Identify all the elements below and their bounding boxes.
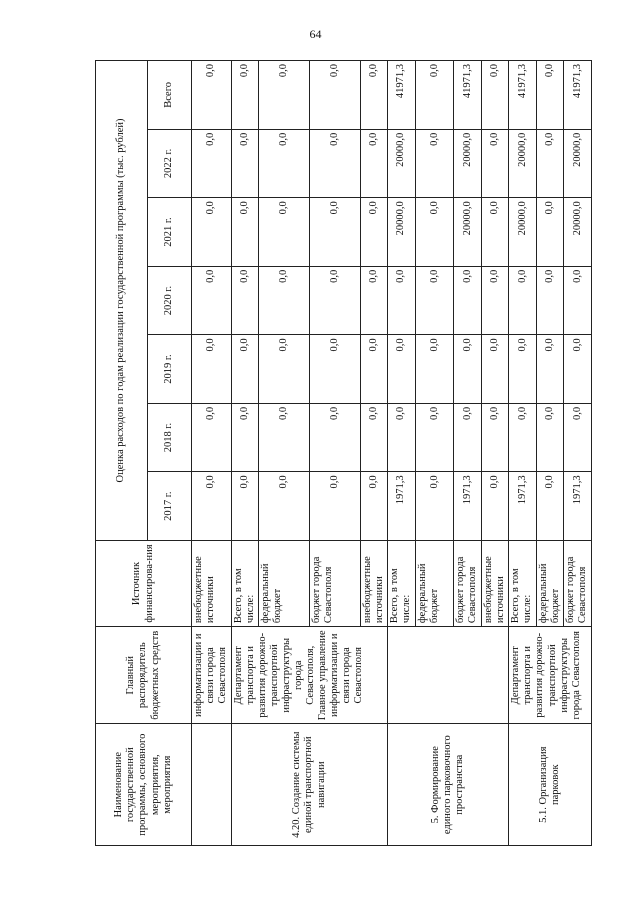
row-total: 0,0 [481, 61, 509, 130]
row-value: 0,0 [388, 335, 416, 404]
row-value: 20000,0 [454, 129, 482, 198]
row-total: 0,0 [310, 61, 361, 130]
row-value: 0,0 [536, 129, 564, 198]
row-value: 0,0 [454, 403, 482, 472]
header-year: 2022 г. [148, 129, 192, 198]
row-value: 0,0 [192, 335, 232, 404]
row-total: 0,0 [360, 61, 388, 130]
row-responsible [388, 627, 509, 724]
table-row [231, 61, 259, 846]
row-value: 0,0 [192, 403, 232, 472]
row-total: 0,0 [415, 61, 454, 130]
row-total: 41971,3 [509, 61, 537, 130]
row-total: 0,0 [231, 61, 259, 130]
row-value: 0,0 [360, 266, 388, 335]
row-source: Всего, в том числе: [509, 540, 537, 626]
header-year: 2018 г. [148, 403, 192, 472]
page-number: 64 [309, 27, 322, 41]
row-value: 0,0 [415, 129, 454, 198]
row-value: 0,0 [536, 472, 564, 541]
row-value: 0,0 [310, 403, 361, 472]
row-value: 0,0 [388, 266, 416, 335]
header-year: 2019 г. [148, 335, 192, 404]
header-responsible: Главный распорядитель бюджетных средств [96, 627, 192, 724]
row-value: 0,0 [310, 198, 361, 267]
row-responsible: Департамент транспорта и развития дорожно-транспортной инфраструктуры города Севастополя [509, 627, 592, 724]
row-value: 20000,0 [388, 198, 416, 267]
table-row [509, 61, 537, 846]
row-value: 0,0 [564, 403, 592, 472]
row-source: бюджет города Севастополя [310, 540, 361, 626]
row-responsible: информатизации и связи города Севастополя [192, 627, 232, 724]
row-total: 41971,3 [454, 61, 482, 130]
row-total: 0,0 [536, 61, 564, 130]
row-value: 20000,0 [454, 198, 482, 267]
row-name: 5.1. Организация парковок [509, 724, 592, 846]
row-source: федеральный бюджет [536, 540, 564, 626]
row-source: внебюджетные источники [360, 540, 388, 626]
row-value: 0,0 [481, 472, 509, 541]
row-value: 0,0 [360, 335, 388, 404]
row-value: 0,0 [259, 335, 310, 404]
row-value: 0,0 [360, 472, 388, 541]
row-total: 41971,3 [564, 61, 592, 130]
row-total: 41971,3 [388, 61, 416, 130]
financing-table [95, 60, 592, 846]
header-total: Всего [148, 61, 192, 130]
row-value: 0,0 [310, 335, 361, 404]
row-value: 20000,0 [509, 198, 537, 267]
row-value: 0,0 [454, 335, 482, 404]
row-value: 0,0 [259, 129, 310, 198]
row-value: 0,0 [564, 266, 592, 335]
row-value: 0,0 [536, 198, 564, 267]
row-value: 0,0 [481, 403, 509, 472]
row-value: 0,0 [231, 198, 259, 267]
row-value: 0,0 [259, 472, 310, 541]
row-source: Всего, в том числе: [231, 540, 259, 626]
header-year: 2021 г. [148, 198, 192, 267]
row-source: федеральный бюджет [259, 540, 310, 626]
row-value: 0,0 [415, 335, 454, 404]
row-total: 0,0 [259, 61, 310, 130]
row-source: Всего, в том числе: [388, 540, 416, 626]
row-source: внебюджетные источники [481, 540, 509, 626]
row-value: 0,0 [536, 403, 564, 472]
row-value: 0,0 [388, 403, 416, 472]
row-value: 0,0 [231, 472, 259, 541]
row-value: 0,0 [360, 198, 388, 267]
row-value: 0,0 [310, 129, 361, 198]
row-total: 0,0 [192, 61, 232, 130]
header-source: Источник финансирова-ния [96, 540, 192, 626]
row-value: 0,0 [415, 198, 454, 267]
row-value: 0,0 [415, 266, 454, 335]
row-value: 0,0 [231, 266, 259, 335]
row-value: 1971,3 [509, 472, 537, 541]
row-name [192, 724, 232, 846]
row-value: 0,0 [536, 266, 564, 335]
row-value: 0,0 [310, 266, 361, 335]
row-value: 1971,3 [454, 472, 482, 541]
rotated-table-container [95, 60, 592, 846]
row-name: 5. Формирование единого парковочного пространства [388, 724, 509, 846]
row-value: 0,0 [415, 403, 454, 472]
row-name: 4.20. Создание системы единой транспортной навигации [231, 724, 388, 846]
row-value: 0,0 [360, 403, 388, 472]
row-value: 20000,0 [564, 129, 592, 198]
row-value: 0,0 [192, 266, 232, 335]
row-value: 20000,0 [564, 198, 592, 267]
row-value: 0,0 [481, 266, 509, 335]
row-value: 0,0 [509, 266, 537, 335]
header-year: 2020 г. [148, 266, 192, 335]
row-source: федеральный бюджет [415, 540, 454, 626]
row-value: 0,0 [192, 472, 232, 541]
row-value: 20000,0 [388, 129, 416, 198]
header-year: 2017 г. [148, 472, 192, 541]
row-value: 0,0 [536, 335, 564, 404]
row-value: 0,0 [360, 129, 388, 198]
header-estimate: Оценка расходов по годам реализации государственной программы (тыс. рублей) [96, 61, 148, 541]
row-value: 0,0 [192, 129, 232, 198]
row-value: 0,0 [259, 266, 310, 335]
row-value: 0,0 [231, 403, 259, 472]
table-row [192, 61, 232, 846]
row-value: 0,0 [454, 266, 482, 335]
row-value: 1971,3 [388, 472, 416, 541]
header-name: Наименование государственной программы, основного мероприятия, мероприятия [96, 724, 192, 846]
row-value: 0,0 [192, 198, 232, 267]
row-value: 0,0 [509, 403, 537, 472]
row-value: 20000,0 [509, 129, 537, 198]
table-row [388, 61, 416, 846]
row-source: бюджет города Севастополя [564, 540, 592, 626]
row-source: внебюджетные источники [192, 540, 232, 626]
row-value: 0,0 [415, 472, 454, 541]
row-responsible: Департамент транспорта и развития дорожно-транспортной инфраструктуры города Севастополя, Главное управление информатизации и связи города Севастополя [231, 627, 388, 724]
row-value: 0,0 [481, 335, 509, 404]
row-value: 0,0 [564, 335, 592, 404]
row-value: 0,0 [231, 129, 259, 198]
row-value: 0,0 [509, 335, 537, 404]
row-value: 0,0 [481, 198, 509, 267]
row-value: 0,0 [481, 129, 509, 198]
row-source: бюджет города Севастополя [454, 540, 482, 626]
row-value: 0,0 [310, 472, 361, 541]
row-value: 0,0 [231, 335, 259, 404]
row-value: 0,0 [259, 403, 310, 472]
row-value: 1971,3 [564, 472, 592, 541]
row-value: 0,0 [259, 198, 310, 267]
